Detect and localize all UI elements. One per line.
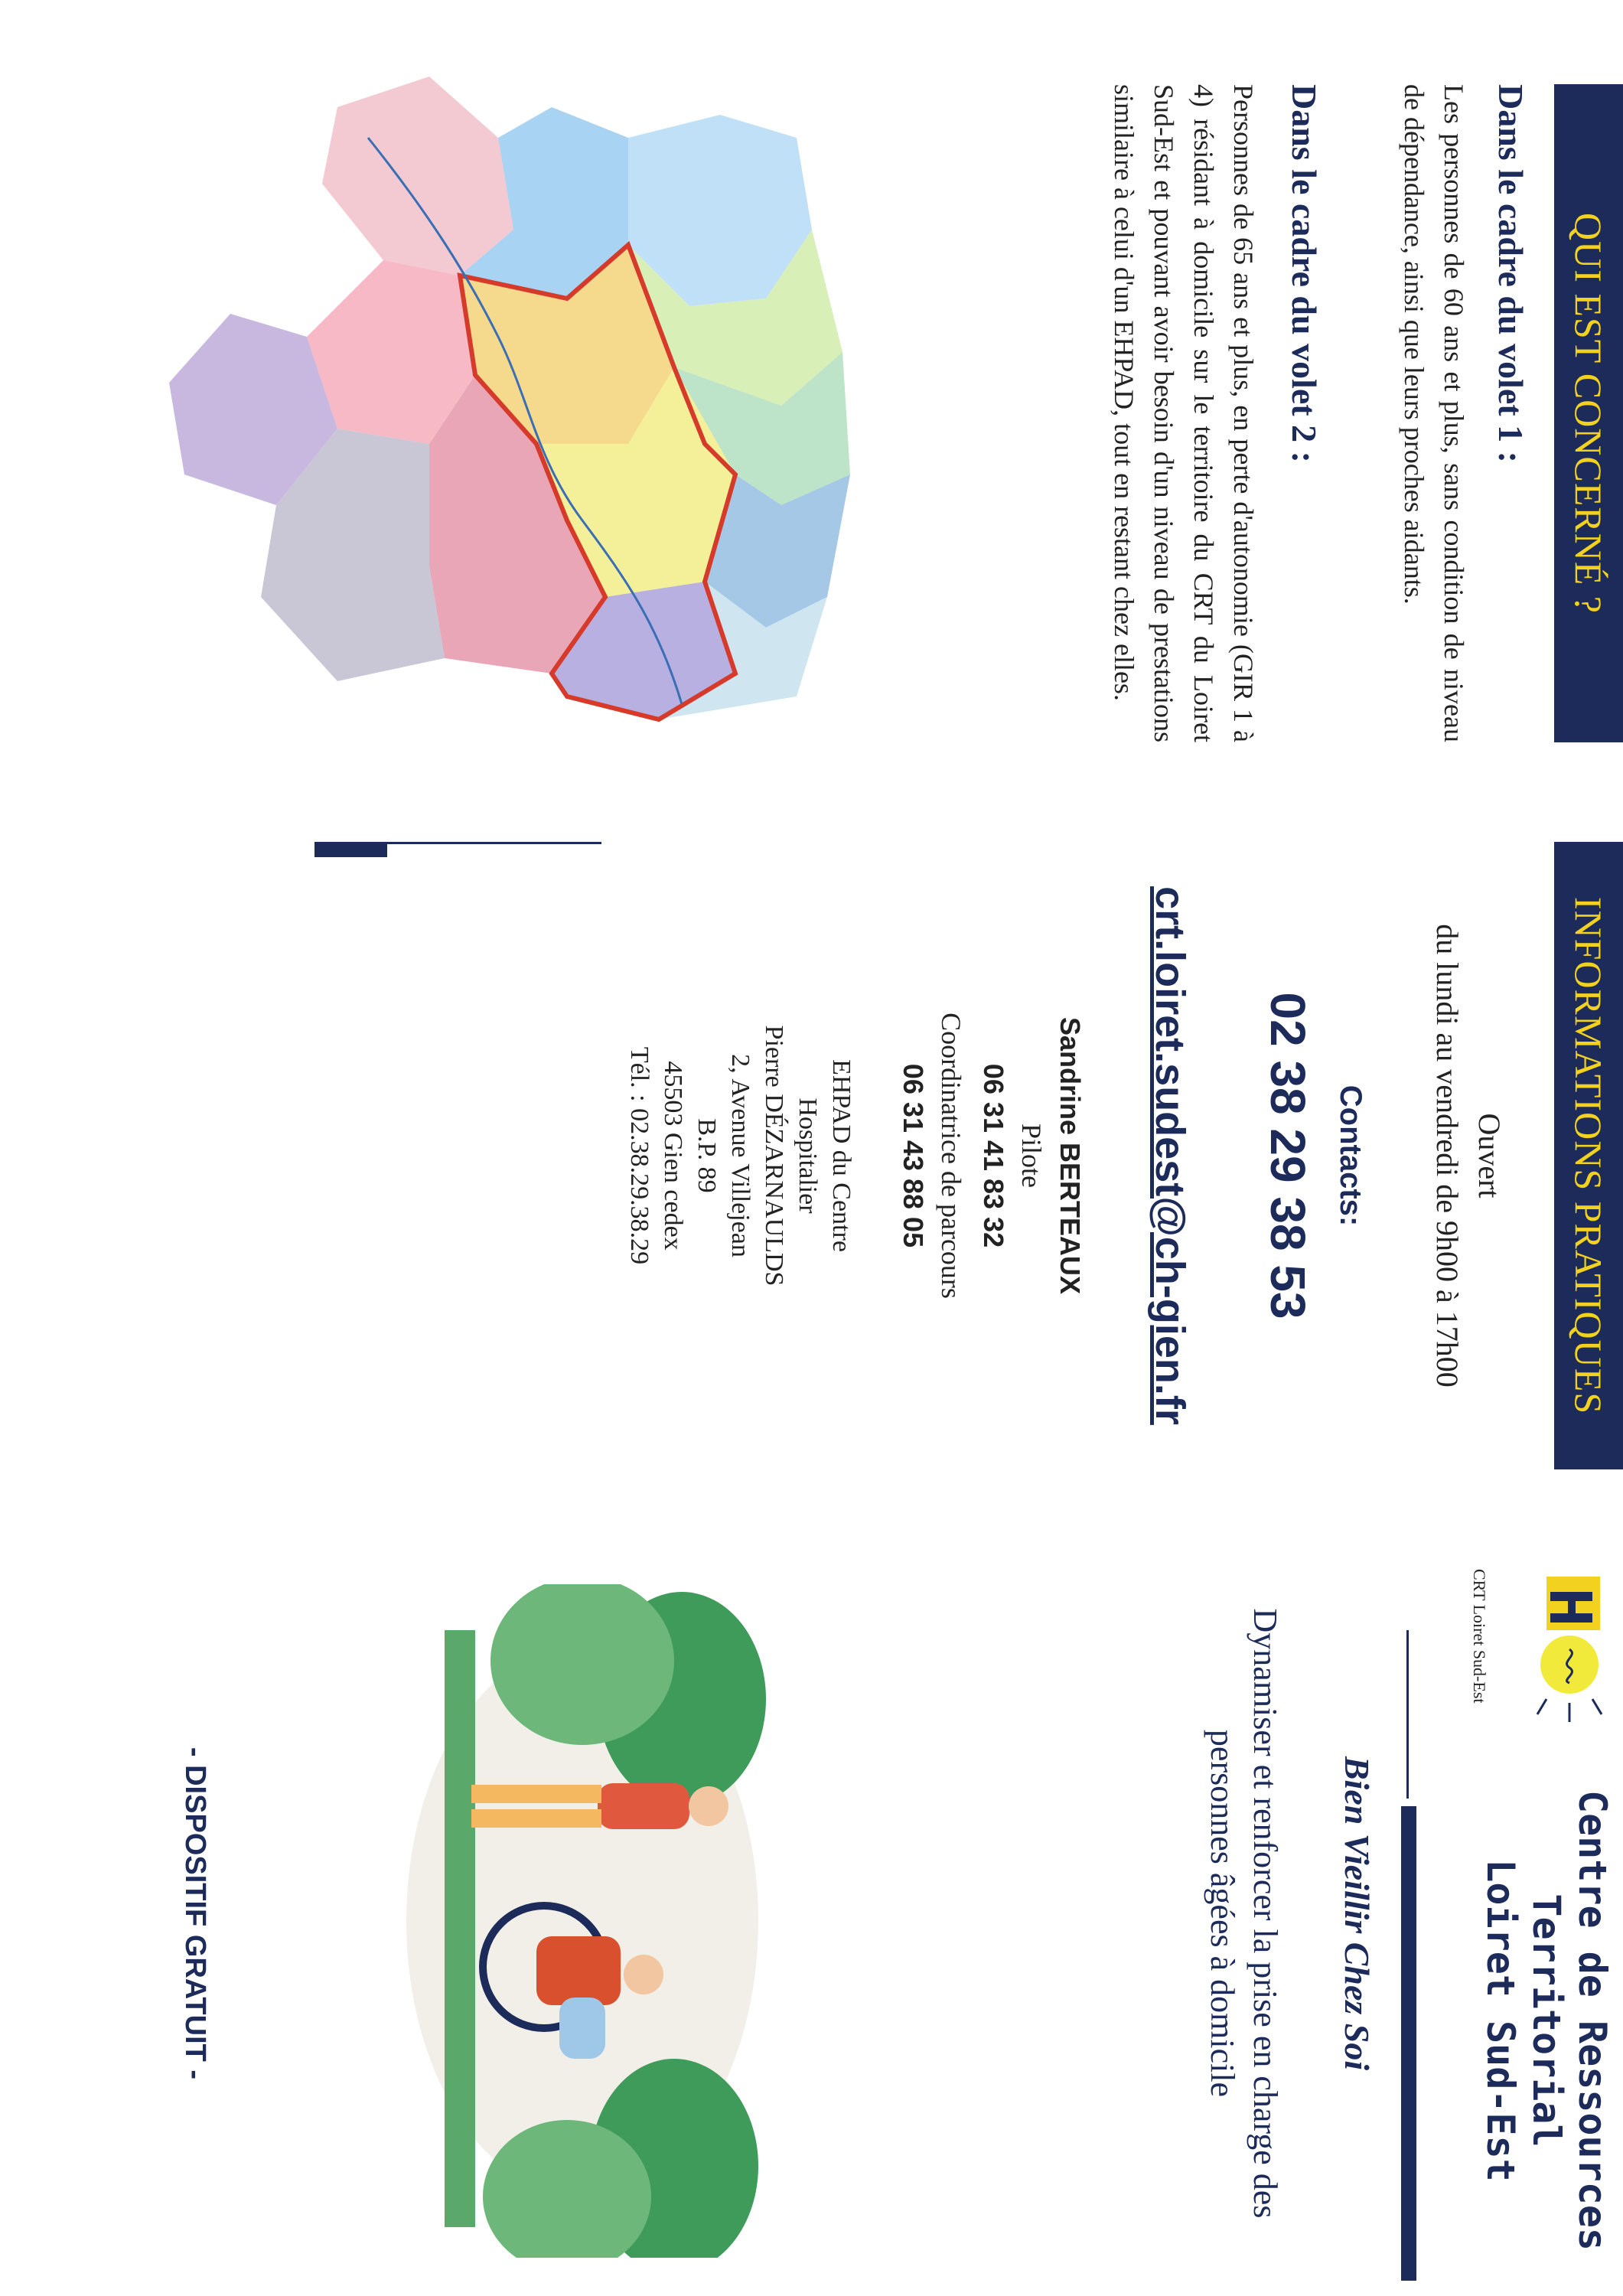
- open-label: Ouvert: [1472, 1113, 1507, 1199]
- volet2-text: Personnes de 65 ans et plus, en perte d'autonomie (GIR 1 à 4) résidant à domicile sur le territoire du CRT du Loiret Sud-Est et pouvant avoir besoin d'un niveau de prestations similaire à celui d'un EHPAD, tout en restant chez elles.: [1109, 84, 1259, 742]
- logo-caption: CRT Loiret Sud-Est: [1470, 1569, 1489, 1704]
- contacts-label: Contacts:: [1334, 1084, 1367, 1227]
- address-line: B.P. 89: [693, 1118, 721, 1193]
- volet1-heading: Dans le cadre du volet 1 :: [1491, 84, 1530, 463]
- panel-info: [0, 796, 1623, 1485]
- main-phone[interactable]: 02 38 29 38 53: [1260, 992, 1315, 1319]
- info-divider-bar: [314, 842, 387, 857]
- mission-text: Dynamiser et renforcer la prise en charge des personnes âgées à domicile: [1204, 1608, 1284, 2219]
- address-line: EHPAD du Centre: [827, 1059, 855, 1252]
- volet2-heading: Dans le cadre du volet 2 :: [1285, 84, 1324, 463]
- slogan: Bien Vieillir Chez Soi: [1338, 1756, 1377, 2071]
- free-service-label: - DISPOSITIF GRATUIT -: [179, 1746, 211, 2080]
- contact-email[interactable]: crt.loiret.sudest@ch-gien.fr: [1147, 886, 1193, 1425]
- address-line: Hospitalier: [794, 1097, 822, 1214]
- panel-who: [0, 0, 1623, 765]
- volet1-text: Les personnes de 60 ans et plus, sans condition de niveau de dépendance, ainsi que leurs proches aidants.: [1399, 84, 1469, 742]
- pilot-name: Sandrine BERTEAUX: [1054, 1016, 1086, 1295]
- territory-map: [108, 46, 858, 735]
- address-line: Pierre DÉZARNAULDS: [760, 1025, 788, 1287]
- cover-title: [1478, 1753, 1615, 2288]
- address-line: 45503 Gien cedex: [659, 1061, 687, 1251]
- pilot-phone[interactable]: 06 31 41 83 32: [978, 1063, 1009, 1248]
- panel-cover: [0, 1523, 1623, 2296]
- info-divider-line: [387, 842, 601, 844]
- pilot-role: Pilote: [1016, 1123, 1047, 1188]
- map-regions: [169, 77, 850, 719]
- address-line: 2, Avenue Villejean: [726, 1054, 754, 1257]
- coordinator-role: Coordinatrice de parcours: [936, 1013, 966, 1299]
- info-banner: INFORMATIONS PRATIQUES: [1554, 842, 1623, 1469]
- address-block: [622, 842, 858, 1469]
- title-line: Centre de Ressources: [1570, 1789, 1615, 2252]
- cover-divider-line: [1406, 1630, 1409, 1799]
- crt-logo: [1478, 1569, 1608, 1753]
- title-line: Territorial: [1524, 1893, 1569, 2148]
- title-line: Loiret Sud-Est: [1478, 1859, 1523, 2182]
- coordinator-phone[interactable]: 06 31 43 88 05: [898, 1063, 929, 1248]
- opening-hours: du lundi au vendredi de 9h00 à 17h00: [1430, 924, 1465, 1388]
- who-banner: QUI EST CONCERNÉ ?: [1554, 84, 1623, 742]
- seniors-illustration: [383, 1584, 781, 2258]
- address-line: Tél. : 02.38.29.38.29: [625, 1046, 653, 1265]
- cover-divider-bar: [1401, 1806, 1416, 2281]
